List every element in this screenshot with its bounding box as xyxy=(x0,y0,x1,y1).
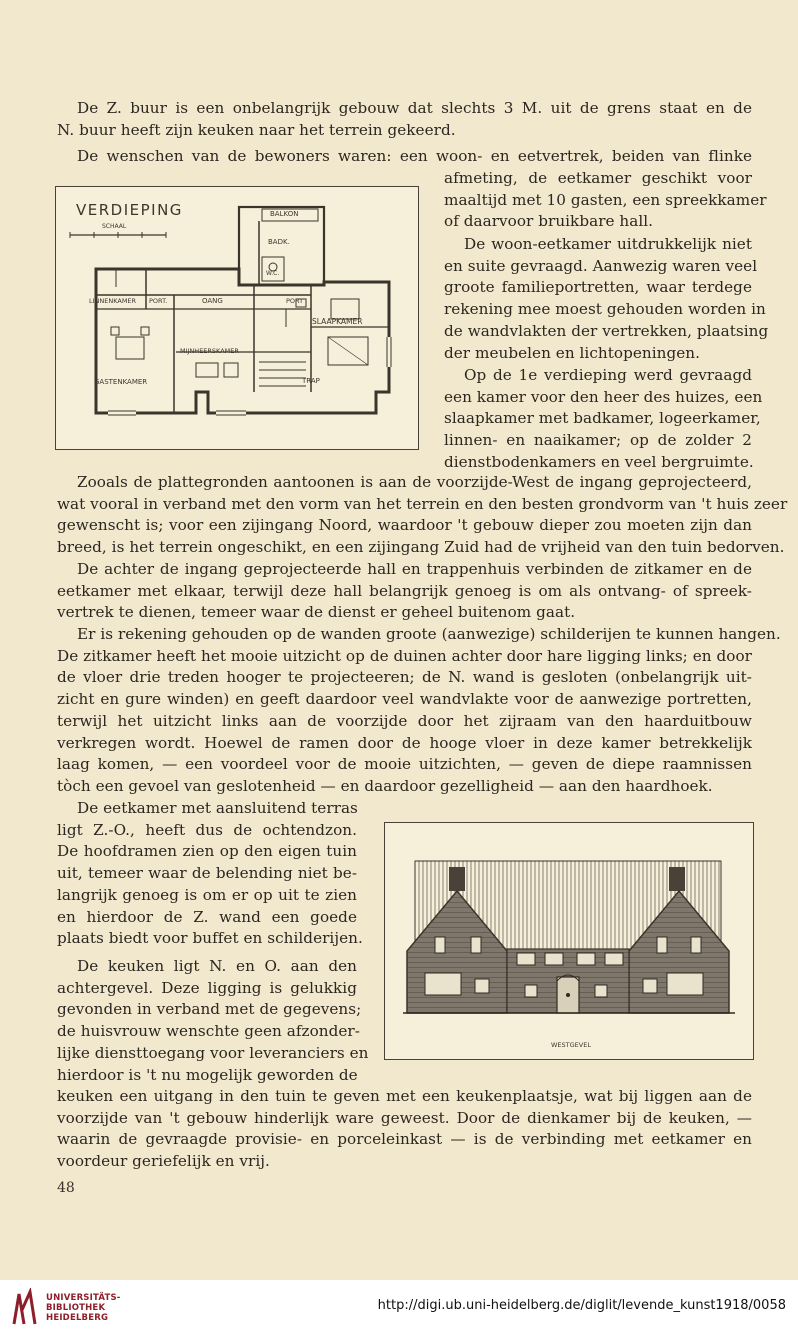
text-line: lijke diensttoegang voor leveranciers en xyxy=(57,1043,369,1062)
source-url-link[interactable]: http://digi.ub.uni-heidelberg.de/diglit/levende_kunst1918/0058 xyxy=(377,1298,786,1313)
paragraph-9-full xyxy=(57,1086,752,1173)
library-name-line: HEIDELBERG xyxy=(46,1313,109,1323)
text-line: plaats biedt voor buffet en schilderijen. xyxy=(57,929,363,948)
text-line: dienstbodenkamers en veel bergruimte. xyxy=(444,452,754,471)
text-line: maaltijd met 10 gasten, een spreekkamer xyxy=(444,190,767,209)
text-line: waarin de gevraagde provisie- en porceleinkast — is de verbinding met eetkamer en xyxy=(57,1130,752,1149)
text-line: of daarvoor bruikbare hall. xyxy=(444,212,654,231)
room-label-balkon: BALKON xyxy=(270,210,299,218)
room-label-slaapkamer: SLAAPKAMER xyxy=(312,317,363,326)
library-name-line: UNIVERSITÄTS- xyxy=(46,1293,121,1303)
paragraph-5 xyxy=(57,472,788,559)
room-label-mijnheerskamer: MIJNHEERSKAMER xyxy=(180,347,239,355)
elevation-drawing xyxy=(385,823,753,1059)
paragraph-2-wrap xyxy=(444,168,767,233)
paragraph-1 xyxy=(57,98,752,141)
text-line: De eetkamer met aansluitend terras xyxy=(77,799,358,817)
room-label-wc: W.C. xyxy=(266,270,280,277)
text-line: N. buur heeft zijn keuken naar het terrein gekeerd. xyxy=(57,120,456,139)
text-line: De achter de ingang geprojecteerde hall en trappenhuis verbinden de zitkamer en de xyxy=(77,560,752,578)
room-label-oang: OANG xyxy=(202,297,223,305)
paragraph-3 xyxy=(444,234,769,364)
text-line: eetkamer met elkaar, terwijl deze hall belangrijk genoeg is om als ontvang- of spreek- xyxy=(57,581,752,600)
elevation-figure xyxy=(384,822,754,1060)
text-line: wat vooral in verband met den vorm van het terrein en den besten grondvorm van 't huis zeer xyxy=(57,494,788,513)
room-label-port-1: PORT. xyxy=(149,297,168,305)
text-line: en hierdoor de Z. wand een goede xyxy=(57,907,357,926)
text-line: De zitkamer heeft het mooie uitzicht op de duinen achter door hare ligging links; en door xyxy=(57,646,752,665)
text-line: De Z. buur is een onbelangrijk gebouw dat slechts 3 M. uit de grens staat en de xyxy=(77,99,752,117)
library-name-line: BIBLIOTHEK xyxy=(46,1303,106,1313)
viewer-footer xyxy=(0,1280,798,1336)
text-line: de huisvrouw wenschte geen afzonder- xyxy=(57,1022,360,1041)
text-line: De hoofdramen zien op den eigen tuin xyxy=(57,842,357,861)
text-line: Zooals de plattegronden aantoonen is aan de voorzijde-West de ingang geprojecteerd, xyxy=(77,473,752,491)
text-line: De wenschen van de bewoners waren: een woon- en eetvertrek, beiden van flinke xyxy=(77,147,752,165)
text-line: verkregen wordt. Hoewel de ramen door de hooge vloer in deze kamer betrekkelijk xyxy=(57,733,752,752)
room-label-gastenkamer: GASTENKAMER xyxy=(94,378,148,386)
text-line: tòch een gevoel van geslotenheid — en daardoor gezelligheid — aan den haardhoek. xyxy=(57,776,713,795)
text-line: langrijk genoeg is om er op uit te zien xyxy=(57,885,357,904)
text-line: slaapkamer met badkamer, logeerkamer, xyxy=(444,409,761,428)
paragraph-2-first-line xyxy=(57,146,752,168)
paragraph-4 xyxy=(444,365,763,474)
text-line: gewenscht is; voor een zijingang Noord, waardoor 't gebouw dieper zou moeten zijn dan xyxy=(57,516,752,535)
paragraph-8 xyxy=(57,798,363,950)
text-line: afmeting, de eetkamer geschikt voor xyxy=(444,169,752,187)
paragraph-7 xyxy=(57,624,781,798)
text-line: De woon-eetkamer uitdrukkelijk niet xyxy=(464,235,752,253)
text-line: uit, temeer waar de belending niet be- xyxy=(57,864,357,883)
text-line: een kamer voor den heer des huizes, een xyxy=(444,387,763,406)
text-line: ligt Z.-O., heeft dus de ochtendzon. xyxy=(57,820,357,839)
paragraph-9-wrap xyxy=(57,956,369,1086)
text-line: rekening mee moest gehouden worden in xyxy=(444,300,766,319)
text-line: gevonden in verband met de gegevens; xyxy=(57,1000,362,1019)
text-line: en suite gevraagd. Aanwezig waren veel xyxy=(444,256,758,275)
room-label-badk: BADK. xyxy=(268,238,290,246)
page-number: 48 xyxy=(57,1180,75,1196)
text-line: de vloer drie treden hooger te projecteeren; de N. wand is gesloten (onbelangrijk uit- xyxy=(57,668,752,687)
library-logo-icon[interactable] xyxy=(10,1288,40,1328)
floorplan-scale-label: SCHAAL xyxy=(102,223,127,230)
floorplan-figure xyxy=(55,186,419,450)
text-line: voordeur geriefelijk en vrij. xyxy=(57,1152,270,1171)
room-label-linnenkamer: LINNENKAMER xyxy=(89,297,137,305)
text-line: zicht en gure winden) en geeft daardoor veel wandvlakte voor de aanwezige portretten, xyxy=(57,690,752,709)
text-line: Er is rekening gehouden op de wanden groote (aanwezige) schilderijen te kunnen hangen. xyxy=(77,625,781,643)
library-name xyxy=(46,1293,121,1323)
text-line: hierdoor is 't nu mogelijk geworden de xyxy=(57,1065,358,1084)
text-line: Op de 1e verdieping werd gevraagd xyxy=(464,366,752,384)
text-line: terwijl het uitzicht links aan de voorzijde door het zijraam van den haarduitbouw xyxy=(57,711,752,730)
text-line: vertrek te dienen, temeer waar de dienst er geheel buitenom gaat. xyxy=(57,603,576,622)
room-label-trap: TRAP xyxy=(302,377,320,385)
text-line: der meubelen en lichtopeningen. xyxy=(444,343,700,362)
elevation-caption: WESTGEVEL xyxy=(551,1041,591,1049)
text-line: breed, is het terrein ongeschikt, en een zijingang Zuid had de vrijheid van den tuin bedorven. xyxy=(57,538,785,557)
text-line: achtergevel. Deze ligging is gelukkig xyxy=(57,978,357,997)
room-label-port-2: PORT xyxy=(286,297,304,305)
text-line: voorzijde van 't gebouw hinderlijk ware geweest. Door de dienkamer bij de keuken, — xyxy=(57,1108,752,1127)
paragraph-6 xyxy=(57,559,752,624)
floorplan-title: VERDIEPING xyxy=(76,201,183,219)
text-line: laag komen, — een voordeel voor de mooie uitzichten, — geven de diepe raamnissen xyxy=(57,755,752,774)
text-line: keuken een uitgang in den tuin te geven met een keukenplaatsje, wat bij liggen aan de xyxy=(57,1087,752,1105)
text-line: groote familieportretten, waar terdege xyxy=(444,278,752,297)
text-line: linnen- en naaikamer; op de zolder 2 xyxy=(444,431,752,450)
text-line: De keuken ligt N. en O. aan den xyxy=(77,957,357,975)
text-line: de wandvlakten der vertrekken, plaatsing xyxy=(444,321,769,340)
